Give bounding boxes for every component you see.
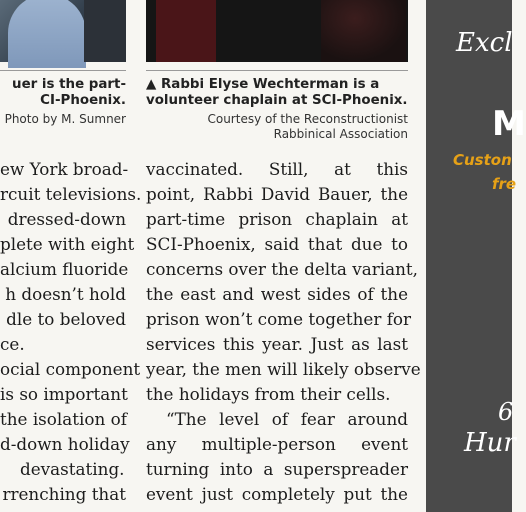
article-line: the isolation of: [0, 409, 127, 429]
article-line: vaccinated. Still, at this: [146, 159, 408, 179]
article-column-left: [0, 157, 142, 507]
article-line: prison won’t come together for: [146, 309, 412, 329]
ad-title: Excl: [456, 28, 513, 58]
sidebar-advertisement: [426, 0, 526, 512]
article-column-right: [146, 157, 421, 507]
ad-number: 6: [498, 398, 514, 426]
caption-line: Rabbi Elyse Wechterman is a: [160, 77, 380, 92]
article-line: dle to beloved: [6, 309, 126, 329]
caption-divider-left: [0, 70, 126, 71]
article-line: turning into a superspreader: [146, 459, 408, 479]
article-line: devastating.: [20, 459, 125, 479]
photo-shirt-shape: [8, 0, 86, 68]
photo-credit-right: [146, 112, 408, 142]
caption-line: volunteer chaplain at SCI-Phoenix.: [146, 93, 408, 108]
article-line: h doesn’t hold: [5, 284, 126, 304]
article-line: d-down holiday: [0, 434, 130, 454]
photo-rabbi-bauer: [0, 0, 126, 62]
caption-divider-right: [146, 70, 408, 71]
photo-caption-right: [146, 77, 408, 109]
article-line: SCI-Phoenix, said that due to: [146, 234, 408, 254]
ad-subtitle: fre: [492, 175, 517, 193]
article-line: concerns over the delta variant,: [146, 259, 418, 279]
article-line: rcuit televisions.: [0, 184, 142, 204]
article-line: ce.: [0, 334, 25, 354]
photo-jacket-shape: [84, 0, 126, 62]
ad-big-letter: M: [492, 104, 526, 144]
ad-word: Hur: [464, 428, 516, 458]
article-line: the east and west sides of the: [146, 284, 408, 304]
triangle-marker-icon: ▲: [146, 77, 157, 92]
photo-hand-shape: [321, 0, 406, 62]
credit-line: Rabbinical Association: [273, 127, 408, 141]
article-line: event just completely put the: [146, 484, 408, 504]
article-line: is so important: [0, 384, 128, 404]
article-line: dressed-down: [7, 209, 126, 229]
ad-subtitle: Custon: [453, 151, 512, 169]
article-line: alcium fluoride: [0, 259, 129, 279]
photo-credit-left: Photo by M. Sumner: [4, 112, 126, 126]
photo-rabbi-wechterman: [146, 0, 408, 62]
article-line: any multiple-person event: [146, 434, 408, 454]
article-line: year, the men will likely observe: [146, 359, 421, 379]
photo-robe-shape: [156, 0, 216, 62]
caption-line: CI-Phoenix.: [40, 93, 126, 108]
article-line: ew York broad-: [0, 159, 129, 179]
article-line: part-time prison chaplain at: [146, 209, 408, 229]
photo-caption-left: [0, 77, 126, 109]
article-line: ocial component: [0, 359, 141, 379]
article-line: “The level of fear around: [166, 409, 408, 429]
article-line: point, Rabbi David Bauer, the: [146, 184, 408, 204]
article-line: the holidays from their cells.: [146, 384, 391, 404]
article-line: services this year. Just as last: [146, 334, 408, 354]
caption-line: uer is the part-: [12, 77, 126, 92]
credit-line: Courtesy of the Reconstructionist: [207, 112, 408, 126]
article-line: plete with eight: [0, 234, 135, 254]
article-line: rrenching that: [2, 484, 126, 504]
